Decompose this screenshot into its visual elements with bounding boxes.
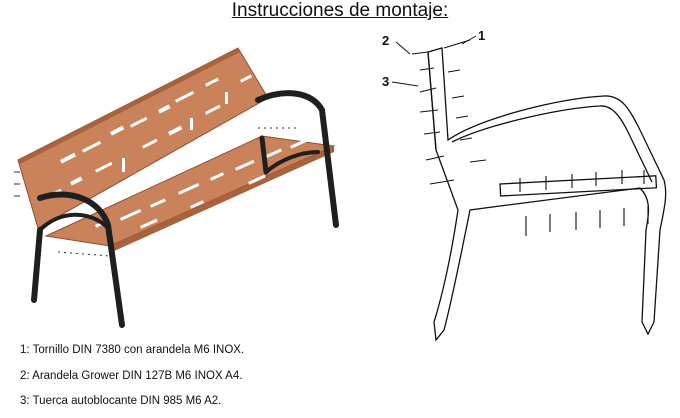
callout-leaders xyxy=(392,36,476,86)
legend-item-3: 3: Tuerca autoblocante DIN 985 M6 A2. xyxy=(20,395,222,407)
technical-drawing xyxy=(428,48,666,340)
legend-item-2: 2: Arandela Grower DIN 127B M6 INOX A4. xyxy=(20,370,243,382)
callout-1: 1 xyxy=(478,28,486,43)
callout-3: 3 xyxy=(382,74,390,89)
callout-2: 2 xyxy=(382,33,390,48)
backrest-bolts xyxy=(412,40,486,184)
legend-item-1: 1: Tornillo DIN 7380 con arandela M6 INOX. xyxy=(20,344,245,356)
page-title: Instrucciones de montaje: xyxy=(231,0,449,21)
seat-rail xyxy=(500,176,656,196)
backrest-plate xyxy=(428,52,436,150)
